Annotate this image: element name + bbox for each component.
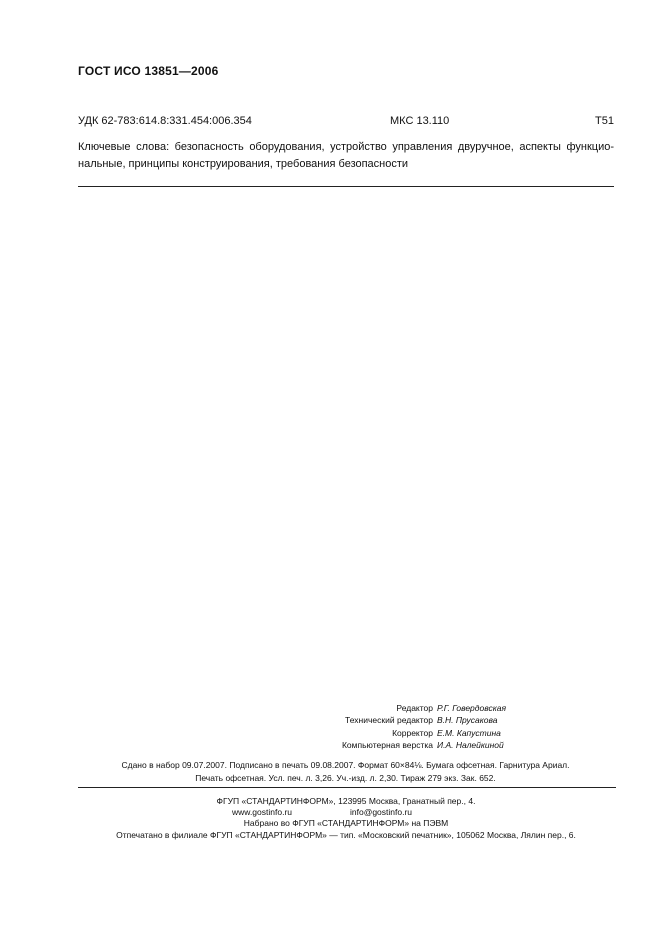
divider [78,787,616,788]
classification-row [78,115,614,131]
publisher-website: www.gostinfo.ru [232,807,292,818]
credit-name: В.Н. Прусакова [437,715,498,726]
credit-role: Технический редактор [345,715,433,726]
credit-name: Е.М. Капустина [437,727,501,738]
keywords-line: нальные, принципы конструирования, требования безопасности [78,158,409,170]
publisher-email: info@gostinfo.ru [350,807,413,818]
credit-row [250,702,506,714]
credit-row [250,739,504,751]
credit-name: И.А. Налейкиной [437,740,504,751]
typeset-note: Набрано во ФГУП «СТАНДАРТИНФОРМ» на ПЭВМ [243,818,449,829]
publisher-contacts [78,807,614,818]
document-title: ГОСТ ИСО 13851—2006 [78,64,219,78]
print-info-line: Печать офсетная. Усл. печ. л. 3,26. Уч.-изд. л. 2,30. Тираж 279 экз. Зак. 652. [195,773,496,783]
mks-code: МКС 13.110 [390,115,450,127]
keywords-paragraph [78,139,614,173]
divider [78,186,614,187]
publisher-block [78,796,614,841]
group-code: Т51 [595,115,614,127]
publisher-address: ФГУП «СТАНДАРТИНФОРМ», 123995 Москва, Гранатный пер., 4. [216,796,476,806]
udk-code: УДК 62-783:614.8:331.454:006.354 [78,115,252,127]
credit-role: Корректор [392,727,433,738]
credits-block [250,702,506,752]
credit-row [250,727,501,739]
print-info-block [88,759,603,785]
credit-role: Редактор [396,703,433,713]
keywords-line: Ключевые слова: безопасность оборудования, устройство управления двуручное, аспекты функцио- [78,141,614,153]
credit-row [250,714,498,726]
credit-name: Р.Г. Говердовская [437,703,506,713]
printed-note: Отпечатано в филиале ФГУП «СТАНДАРТИНФОРМ» — тип. «Московский печатник», 105062 Москва, Лялин пер., 6. [116,829,576,840]
print-info-line: Сдано в набор 09.07.2007. Подписано в печать 09.08.2007. Формат 60×84⅛. Бумага офсетная. Гарнитура Ариал. [121,760,570,770]
credit-role: Компьютерная верстка [341,740,433,751]
